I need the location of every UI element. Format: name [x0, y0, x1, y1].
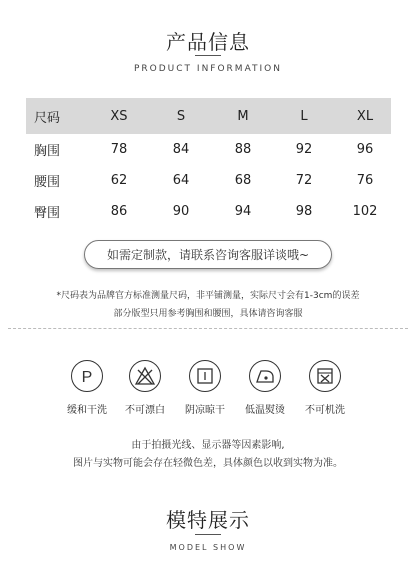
section-divider [8, 328, 408, 329]
table-cell: 90 [172, 204, 190, 219]
table-cell: 68 [234, 173, 252, 188]
care-item-dry-clean [56, 360, 118, 416]
table-cell: 62 [110, 173, 128, 188]
color-notice-line2: 图片与实物可能会存在轻微色差，具体颜色以收到实物为准。 [73, 458, 343, 469]
table-cell: 94 [234, 204, 252, 219]
table-row [26, 165, 391, 196]
table-cell: 72 [295, 173, 313, 188]
care-item-no-bleach [114, 360, 176, 416]
header-cell: L [300, 108, 308, 124]
care-label: 不可漂白 [125, 405, 165, 416]
table-row [26, 196, 391, 227]
care-label: 低温熨烫 [245, 405, 285, 416]
title-divider [195, 534, 221, 535]
table-cell: 88 [234, 142, 252, 157]
title-divider [195, 55, 221, 56]
size-table-header [26, 98, 391, 134]
table-cell: 78 [110, 142, 128, 157]
product-info-subtitle: PRODUCT INFORMATION [133, 64, 283, 74]
custom-order-note: 如需定制款，请联系咨询客服详谈哦~ [84, 240, 332, 269]
dry-clean-icon [71, 360, 103, 392]
measure-note-line1: *尺码表为品牌官方标准测量尺码，非平铺测量，实际尺寸会有1-3cm的误差 [56, 291, 360, 301]
low-iron-icon [249, 360, 281, 392]
model-show-subtitle: MODEL SHOW [169, 543, 247, 552]
no-bleach-icon [129, 360, 161, 392]
care-label: 不可机洗 [305, 405, 345, 416]
table-cell: 98 [295, 204, 313, 219]
header-cell: 尺码 [34, 110, 61, 126]
table-cell: 92 [295, 142, 313, 157]
care-item-shade-dry [174, 360, 236, 416]
row-label: 胸围 [34, 144, 61, 159]
color-notice-line1: 由于拍摄光线、显示器等因素影响, [131, 440, 285, 451]
product-info-title: 产品信息 [166, 30, 250, 54]
table-cell: 102 [352, 204, 378, 219]
table-cell: 64 [172, 173, 190, 188]
shade-dry-icon [189, 360, 221, 392]
measure-note-line2: 部分版型只用参考胸围和腰围，具体请咨询客服 [113, 309, 303, 319]
care-item-low-iron [234, 360, 296, 416]
header-cell: XL [356, 108, 374, 124]
table-cell: 76 [356, 173, 374, 188]
svg-text:P: P [81, 369, 93, 385]
model-show-title: 模特展示 [166, 508, 250, 532]
table-cell: 96 [356, 142, 374, 157]
table-row [26, 134, 391, 165]
row-label: 腰围 [34, 175, 61, 190]
header-cell: S [176, 108, 186, 124]
header-cell: XS [110, 108, 128, 124]
header-cell: M [237, 108, 249, 124]
size-table [26, 98, 391, 227]
care-label: 阴凉晾干 [185, 405, 225, 416]
table-cell: 86 [110, 204, 128, 219]
row-label: 臀围 [34, 206, 61, 221]
table-cell: 84 [172, 142, 190, 157]
care-item-no-machine-wash [294, 360, 356, 416]
care-label: 缓和干洗 [67, 405, 107, 416]
no-machine-wash-icon [309, 360, 341, 392]
